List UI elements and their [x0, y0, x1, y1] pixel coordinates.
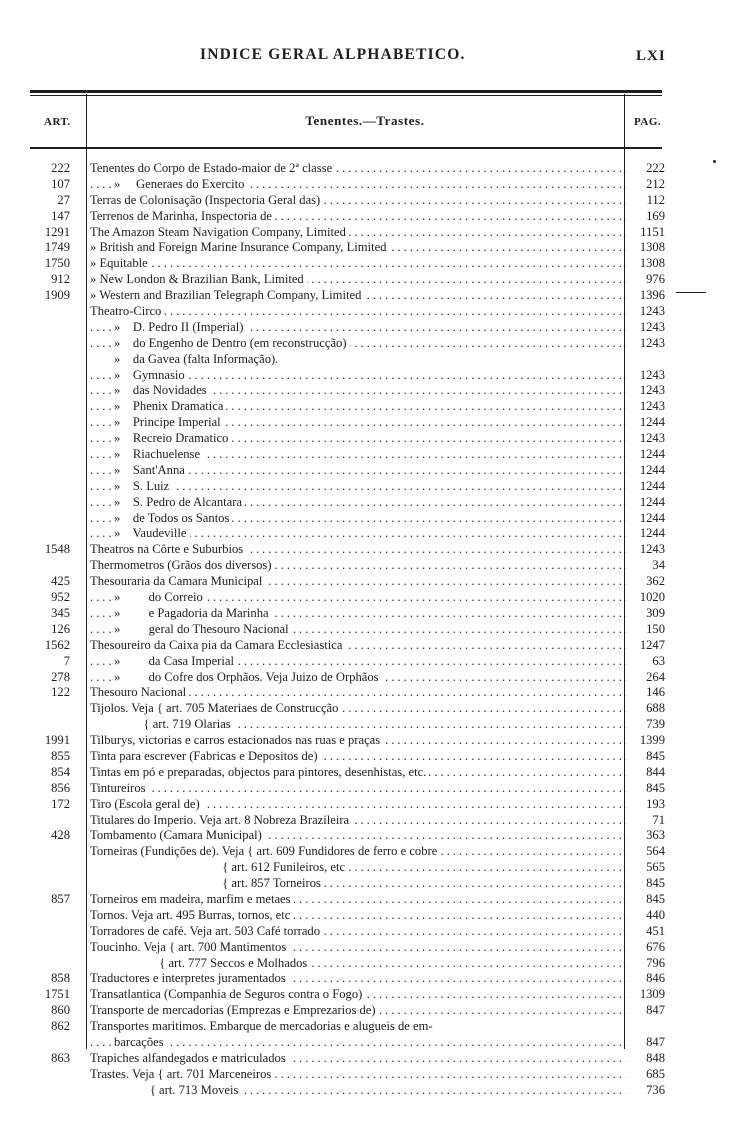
entry-description [90, 670, 626, 686]
entry-description [90, 797, 626, 813]
entry-page-number: 440 [646, 907, 665, 922]
entry-description-text: Tijolos. Veja { art. 705 Materiaes de Construcção [90, 701, 341, 715]
entry-article-number: 27 [57, 192, 70, 207]
index-entry [30, 1083, 664, 1099]
index-entry [30, 892, 664, 908]
entry-description-text: » Recreio Dramatico [114, 431, 231, 445]
index-entry [30, 209, 664, 225]
entry-page-number: 688 [646, 701, 665, 716]
entry-description-text: Tinta para escrever (Fabricas e Depositos de) [90, 749, 321, 763]
entry-page-number: 1396 [639, 288, 665, 303]
entry-page-number: 564 [646, 844, 665, 859]
entry-article-number: 7 [63, 653, 70, 668]
entry-description-text: » Riachuelense [114, 447, 203, 461]
entry-page-number: 1243 [639, 431, 665, 446]
header-rule-thin [30, 95, 662, 96]
index-entry [30, 828, 664, 844]
entry-description-text: Transatlantica (Companhia de Seguros contra o Fogo) [90, 987, 365, 1001]
entry-page-number: 845 [646, 891, 665, 906]
entry-description [90, 256, 626, 272]
entry-page-number: 845 [646, 780, 665, 795]
index-entry [30, 701, 664, 717]
index-entry [30, 558, 664, 574]
index-entry [30, 813, 664, 829]
entry-description-text: Tiro (Escola geral de) [90, 797, 203, 811]
index-entry [30, 368, 664, 384]
entry-description [90, 383, 626, 399]
index-entry [30, 797, 664, 813]
entry-page-number: 193 [646, 796, 665, 811]
entry-description-text: Traductores e interpretes juramentados [90, 971, 289, 985]
entry-article-number: 1751 [44, 987, 70, 1002]
index-entry [30, 924, 664, 940]
entry-page-number: 1309 [639, 987, 665, 1002]
entry-description-text: » New London & Brazilian Bank, Limited [90, 272, 307, 286]
entry-page-number: 150 [646, 621, 665, 636]
entry-description [90, 685, 626, 701]
entry-description-text: » D. Pedro II (Imperial) [114, 320, 246, 334]
entry-page-number: 212 [646, 176, 665, 191]
entry-article-number: 860 [51, 1003, 70, 1018]
entry-page-number: 976 [646, 272, 665, 287]
index-entry [30, 971, 664, 987]
entry-page-number: 1244 [639, 462, 665, 477]
entry-article-number: 1562 [44, 637, 70, 652]
entry-description-text: Transporte de mercadorias (Emprezas e Emprezarios de) [90, 1003, 379, 1017]
entry-description-text: { art. 777 Seccos e Molhados [90, 956, 310, 970]
entry-page-number: 34 [652, 558, 665, 573]
entry-page-number: 309 [646, 605, 665, 620]
entry-article-number: 222 [51, 161, 70, 175]
entry-description [90, 1035, 626, 1051]
entry-article-number: 857 [51, 891, 70, 906]
entry-description-text: Theatro-Circo [90, 304, 164, 318]
entry-description [90, 542, 626, 558]
index-entry [30, 431, 664, 447]
entry-description [90, 272, 626, 288]
entry-page-number: 1151 [640, 224, 665, 239]
entry-description-text: Titulares do Imperio. Veja art. 8 Nobreza Brazileira [90, 813, 352, 827]
entry-description [90, 193, 626, 209]
entry-description-text: The Amazon Steam Navigation Company, Limited [90, 225, 349, 239]
index-entry [30, 288, 664, 304]
entry-page-number: 848 [646, 1050, 665, 1065]
index-entry [30, 542, 664, 558]
entry-description-text: » e Pagadoria da Marinha [114, 606, 272, 620]
entry-description-text: barcações [114, 1035, 167, 1049]
entry-description-text: » Generaes do Exercito [114, 177, 247, 191]
entry-page-number: 363 [646, 828, 665, 843]
index-entry [30, 574, 664, 590]
entry-page-number: 1308 [639, 240, 665, 255]
entry-article-number: 858 [51, 971, 70, 986]
entry-description [90, 701, 626, 717]
entry-article-number: 1909 [44, 288, 70, 303]
entry-page-number: 1243 [639, 319, 665, 334]
entry-page-number: 844 [646, 764, 665, 779]
index-entry [30, 956, 664, 972]
entry-article-number: 854 [51, 764, 70, 779]
entry-article-number: 1291 [44, 224, 70, 239]
entry-description [90, 1019, 626, 1035]
entry-page-number: 264 [646, 669, 665, 684]
entry-description [90, 606, 626, 622]
entry-page-number: 846 [646, 971, 665, 986]
section-title: Tenentes.—Trastes. [305, 113, 425, 128]
entry-description-text: Torradores de café. Veja art. 503 Café torrado [90, 924, 323, 938]
entry-page-number: 1243 [639, 383, 665, 398]
entry-description-text: Tombamento (Camara Municipal) [90, 828, 265, 842]
entry-page-number: 845 [646, 748, 665, 763]
entry-description [90, 813, 626, 829]
index-entry [30, 526, 664, 542]
margin-mark [676, 292, 706, 293]
entry-page-number: 739 [646, 717, 665, 732]
index-entry [30, 638, 664, 654]
entry-description-text: » da Gavea (falta Informação). [114, 352, 281, 366]
entry-article-number: 1750 [44, 256, 70, 271]
entry-page-number: 1243 [639, 304, 665, 319]
entry-article-number: 428 [51, 828, 70, 843]
entry-description [90, 447, 626, 463]
entry-description [90, 940, 626, 956]
index-entry [30, 606, 664, 622]
entry-description-text: » de Todos os Santos [114, 511, 232, 525]
entry-description [90, 749, 626, 765]
entry-description-text: Tornos. Veja art. 495 Burras, tornos, etc [90, 908, 293, 922]
entry-description [90, 1067, 626, 1083]
entry-page-number: 1243 [639, 335, 665, 350]
entry-description [90, 495, 626, 511]
index-entry [30, 860, 664, 876]
index-entry [30, 590, 664, 606]
index-entry [30, 177, 664, 193]
entry-description-text: Toucinho. Veja { art. 700 Mantimentos [90, 940, 289, 954]
entry-description [90, 558, 626, 574]
entry-description [90, 654, 626, 670]
index-entry [30, 272, 664, 288]
entry-page-number: 676 [646, 939, 665, 954]
entry-article-number: 912 [51, 272, 70, 287]
entry-description-text: » da Casa Imperial [114, 654, 237, 668]
entry-description-text: » do Engenho de Dentro (em reconstrucção) [114, 336, 350, 350]
entry-article-number: 122 [51, 685, 70, 700]
entry-article-number: 855 [51, 748, 70, 763]
index-entry [30, 304, 664, 320]
index-entry [30, 765, 664, 781]
page-number: LXI [636, 48, 666, 64]
entry-description [90, 463, 626, 479]
index-entry [30, 876, 664, 892]
entry-description [90, 336, 626, 352]
entry-description [90, 415, 626, 431]
entry-page-number: 112 [646, 192, 665, 207]
column-head-art: ART. [44, 116, 71, 128]
entry-article-number: 862 [51, 1019, 70, 1034]
entry-description [90, 225, 626, 241]
entry-description-text: » Equitable [90, 256, 151, 270]
index-entry [30, 399, 664, 415]
index-entries [30, 161, 664, 1099]
entry-description-text: Thesouraria da Camara Municipal [90, 574, 265, 588]
entry-description [90, 844, 626, 860]
index-entry [30, 908, 664, 924]
entry-description [90, 526, 626, 542]
entry-description-text: » Principe Imperial [114, 415, 224, 429]
entry-description [90, 622, 626, 638]
entry-article-number: 1991 [44, 733, 70, 748]
entry-article-number: 863 [51, 1050, 70, 1065]
entry-description [90, 971, 626, 987]
entry-description [90, 161, 626, 177]
entry-description [90, 781, 626, 797]
index-entry [30, 654, 664, 670]
entry-description-text: » do Correio [114, 590, 206, 604]
entry-description [90, 304, 626, 320]
index-entry [30, 940, 664, 956]
entry-description [90, 908, 626, 924]
index-entry [30, 749, 664, 765]
entry-description [90, 399, 626, 415]
entry-page-number: 1243 [639, 542, 665, 557]
entry-page-number: 1244 [639, 478, 665, 493]
entry-description [90, 733, 626, 749]
index-entry [30, 670, 664, 686]
entry-description-text: { art. 713 Moveis [90, 1083, 241, 1097]
index-entry [30, 447, 664, 463]
entry-description-text: » Sant'Anna [114, 463, 188, 477]
index-entry [30, 1051, 664, 1067]
entry-article-number: 345 [51, 605, 70, 620]
entry-page-number: 169 [646, 208, 665, 223]
index-entry [30, 320, 664, 336]
entry-description [90, 1003, 626, 1019]
entry-description [90, 717, 626, 733]
entry-article-number: 278 [51, 669, 70, 684]
index-entry [30, 161, 664, 177]
entry-description-text: Tintureiros [90, 781, 149, 795]
entry-page-number: 1243 [639, 399, 665, 414]
entry-description-text: Thermometros (Grãos dos diversos) [90, 558, 275, 572]
index-entry [30, 479, 664, 495]
entry-article-number: 952 [51, 590, 70, 605]
index-entry [30, 511, 664, 527]
entry-description-text: Tilburys, victorias e carros estacionados nas ruas e praças [90, 733, 383, 747]
entry-description-text: Torneiros em madeira, marfim e metaes [90, 892, 294, 906]
entry-description [90, 479, 626, 495]
entry-page-number: 71 [652, 812, 665, 827]
entry-description [90, 352, 626, 368]
entry-page-number: 736 [646, 1082, 665, 1097]
entry-description-text: { art. 719 Olarias [90, 717, 234, 731]
entry-description-text: » S. Luiz [114, 479, 172, 493]
entry-description [90, 987, 626, 1003]
entry-page-number: 1243 [639, 367, 665, 382]
entry-description-text: » Gymnasio [114, 368, 188, 382]
entry-page-number: 796 [646, 955, 665, 970]
entry-page-number: 1244 [639, 415, 665, 430]
index-entry [30, 495, 664, 511]
entry-article-number: 1749 [44, 240, 70, 255]
index-entry [30, 622, 664, 638]
entry-description [90, 924, 626, 940]
entry-page-number: 1244 [639, 447, 665, 462]
entry-description [90, 288, 626, 304]
entry-page-number: 146 [646, 685, 665, 700]
entry-article-number: 172 [51, 796, 70, 811]
entry-page-number: 1244 [639, 526, 665, 541]
entry-article-number: 856 [51, 780, 70, 795]
running-title: INDICE GERAL ALPHABETICO. [200, 46, 466, 63]
entry-description [90, 828, 626, 844]
entry-description [90, 956, 626, 972]
entry-description [90, 638, 626, 654]
entry-page-number: 362 [646, 574, 665, 589]
entry-page-number: 847 [646, 1034, 665, 1049]
entry-page-number: 451 [646, 923, 665, 938]
entry-page-number: 1244 [639, 510, 665, 525]
entry-page-number: 1020 [639, 590, 665, 605]
entry-description [90, 590, 626, 606]
entry-description-text: » geral do Thesouro Nacional [114, 622, 292, 636]
entry-description-text: { art. 857 Torneiros [90, 876, 324, 890]
index-entry [30, 733, 664, 749]
entry-description-text: Theatros na Côrte e Suburbios [90, 542, 246, 556]
entry-article-number: 425 [51, 574, 70, 589]
entry-page-number: 1399 [639, 733, 665, 748]
column-head-rule [30, 147, 662, 149]
index-entry [30, 193, 664, 209]
index-entry [30, 336, 664, 352]
entry-page-number: 847 [646, 1003, 665, 1018]
index-entry [30, 781, 664, 797]
header-rule-thick [30, 90, 662, 93]
entry-description [90, 368, 626, 384]
entry-description-text: Tintas em pó e preparadas, objectos para pintores, desenhistas, etc. [90, 765, 429, 779]
index-entry [30, 987, 664, 1003]
entry-description-text: » Western and Brazilian Telegraph Company, Limited [90, 288, 364, 302]
entry-description [90, 177, 626, 193]
entry-description [90, 1083, 626, 1099]
entry-page-number: 222 [646, 161, 665, 175]
entry-page-number: 1247 [639, 637, 665, 652]
entry-description [90, 765, 626, 781]
entry-description [90, 860, 626, 876]
entry-page-number: 1308 [639, 256, 665, 271]
margin-dot [713, 160, 716, 163]
entry-article-number: 1548 [44, 542, 70, 557]
entry-page-number: 565 [646, 860, 665, 875]
entry-description [90, 209, 626, 225]
entry-description-text: » das Novidades [114, 383, 210, 397]
entry-description-text: » Vaudeville [114, 526, 190, 540]
entry-article-number: 107 [51, 176, 70, 191]
entry-description-text: » S. Pedro de Alcantara [114, 495, 245, 509]
entry-description [90, 1051, 626, 1067]
entry-description-text: Terras de Colonisação (Inspectoria Geral das) [90, 193, 323, 207]
entry-description [90, 431, 626, 447]
entry-description [90, 511, 626, 527]
index-entry [30, 1003, 664, 1019]
entry-description-text: Thesoureiro da Caixa pia da Camara Ecclesiastica [90, 638, 345, 652]
entry-description-text: Terrenos de Marinha, Inspectoria de [90, 209, 275, 223]
index-entry [30, 1067, 664, 1083]
entry-description-text: » Phenix Dramatica [114, 399, 226, 413]
entry-description-text: Transportes maritimos. Embarque de mercadorias e alugueis de em- [90, 1019, 436, 1033]
entry-page-number: 63 [652, 653, 665, 668]
column-head-pag: PAG. [634, 116, 662, 128]
index-entry [30, 685, 664, 701]
entry-description [90, 892, 626, 908]
entry-description [90, 240, 626, 256]
entry-description-text: Tenentes do Corpo de Estado-maior de 2ª classe [90, 161, 335, 175]
index-entry [30, 1035, 664, 1051]
index-entry [30, 1019, 664, 1035]
index-entry [30, 463, 664, 479]
index-entry [30, 256, 664, 272]
index-entry [30, 225, 664, 241]
entry-description-text: Trastes. Veja { art. 701 Marceneiros [90, 1067, 274, 1081]
index-entry [30, 383, 664, 399]
index-entry [30, 240, 664, 256]
index-entry [30, 717, 664, 733]
index-entry [30, 844, 664, 860]
entry-description [90, 876, 626, 892]
entry-article-number: 147 [51, 208, 70, 223]
entry-description-text: » do Cofre dos Orphãos. Veja Juizo de Orphãos [114, 670, 382, 684]
entry-description-text: Thesouro Nacional [90, 685, 189, 699]
entry-description-text: Torneiras (Fundições de). Veja { art. 609 Fundidores de ferro e cobre [90, 844, 440, 858]
entry-page-number: 685 [646, 1066, 665, 1081]
entry-description-text: » British and Foreign Marine Insurance Company, Limited [90, 240, 389, 254]
entry-description-text: { art. 612 Funileiros, etc [90, 860, 348, 874]
index-entry [30, 415, 664, 431]
entry-description [90, 574, 626, 590]
entry-article-number: 126 [51, 621, 70, 636]
index-entry [30, 352, 664, 368]
entry-description [90, 320, 626, 336]
entry-description-text: Trapiches alfandegados e matriculados [90, 1051, 289, 1065]
entry-page-number: 1244 [639, 494, 665, 509]
entry-page-number: 845 [646, 876, 665, 891]
